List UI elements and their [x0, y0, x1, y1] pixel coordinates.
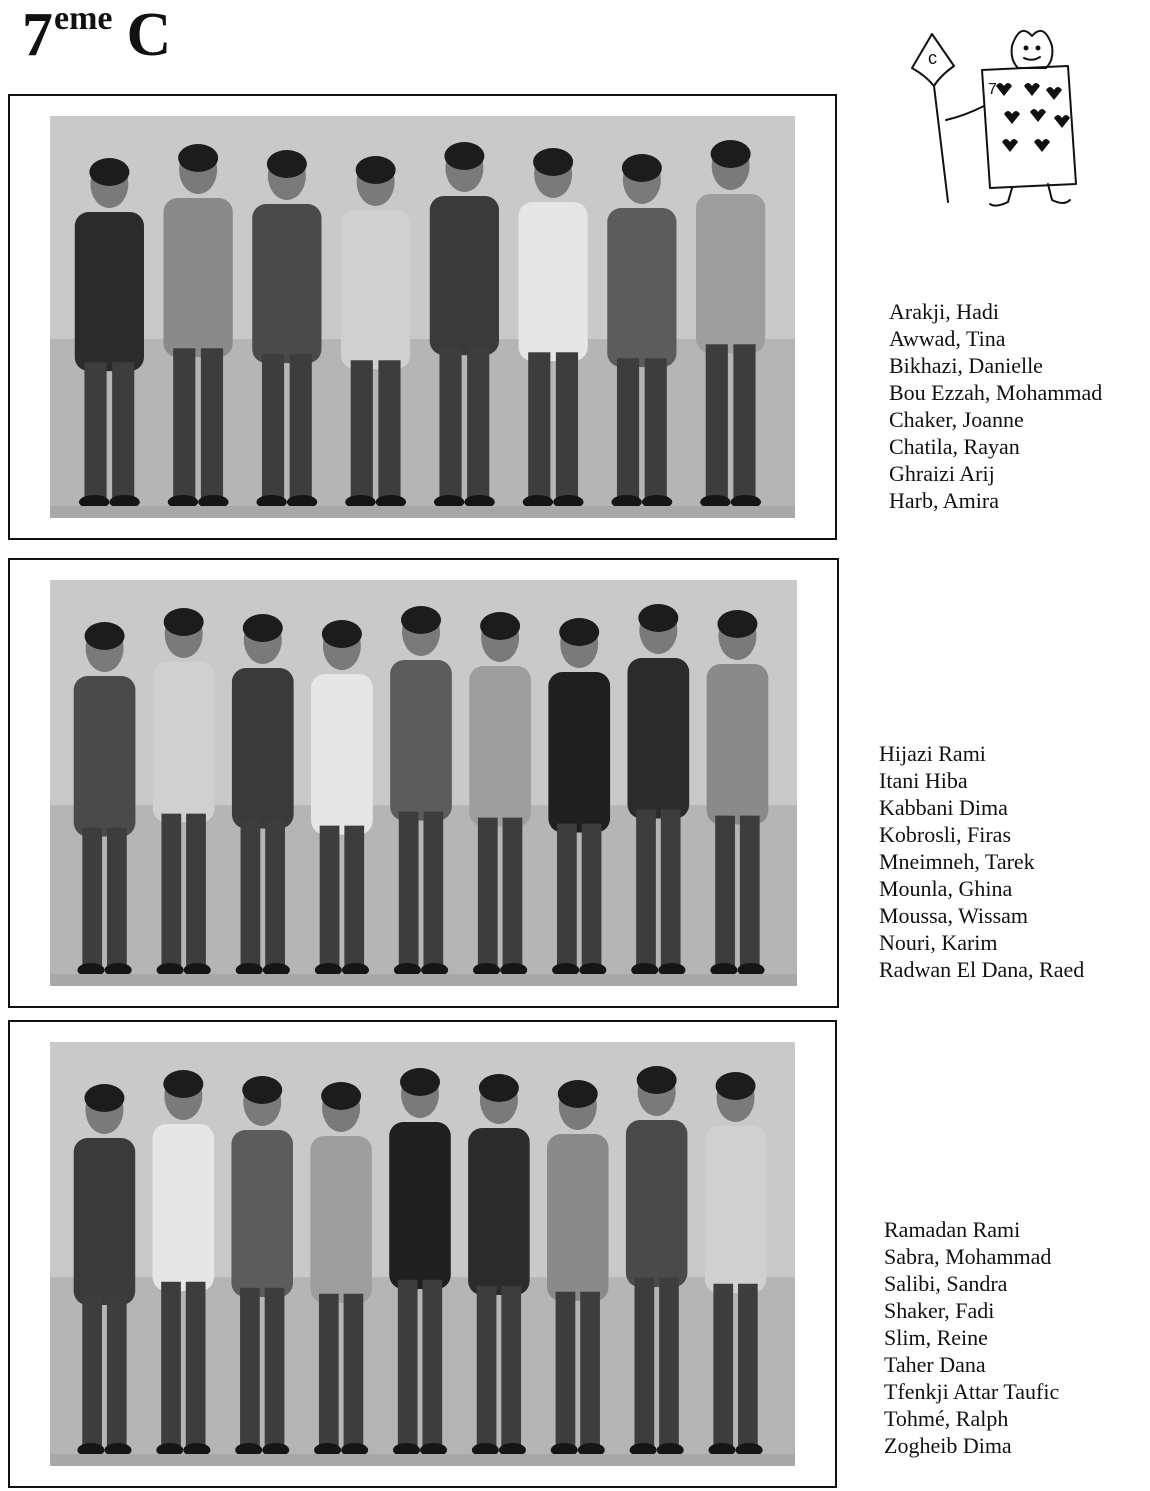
student-name: Arakji, Hadi: [889, 299, 999, 324]
student-name: Kobrosli, Firas: [879, 822, 1011, 847]
student-name: Chaker, Joanne: [889, 407, 1024, 432]
student-name: Harb, Amira: [889, 488, 999, 513]
student-name: Bikhazi, Danielle: [889, 353, 1043, 378]
student-name: Kabbani Dima: [879, 795, 1008, 820]
group-photo-3-image: [10, 1022, 835, 1486]
group-photo-1: [8, 94, 837, 540]
student-name: Mounla, Ghina: [879, 876, 1013, 901]
class-suffix: eme: [54, 0, 113, 37]
names-list-group-1: [889, 298, 1102, 514]
group-photo-2-image: [10, 560, 837, 1006]
student-name: Radwan El Dana, Raed: [879, 957, 1085, 982]
student-name: Ramadan Rami: [884, 1217, 1021, 1242]
student-name: Shaker, Fadi: [884, 1298, 995, 1323]
student-name: Taher Dana: [884, 1352, 986, 1377]
student-name: Nouri, Karim: [879, 930, 998, 955]
student-name: Chatila, Rayan: [889, 434, 1020, 459]
shield-letter: c: [928, 48, 937, 68]
class-letter: C: [126, 1, 172, 69]
student-name: Mneimneh, Tarek: [879, 849, 1035, 874]
student-name: Tohmé, Ralph: [884, 1406, 1009, 1431]
student-name: Slim, Reine: [884, 1325, 988, 1350]
student-name: Hijazi Rami: [879, 741, 986, 766]
card-rank: 7: [988, 81, 997, 98]
group-photo-2: [8, 558, 839, 1008]
class-title: [22, 0, 172, 69]
group-photo-3: [8, 1020, 837, 1488]
group-photo-1-image: [10, 96, 835, 538]
student-name: Sabra, Mohammad: [884, 1244, 1052, 1269]
playing-card-soldier-icon: [904, 16, 1104, 216]
student-name: Ghraizi Arij: [889, 461, 995, 486]
student-name: Moussa, Wissam: [879, 903, 1029, 928]
student-name: Bou Ezzah, Mohammad: [889, 380, 1103, 405]
student-name: Tfenkji Attar Taufic: [884, 1379, 1060, 1404]
student-name: Itani Hiba: [879, 768, 968, 793]
names-list-group-2: [879, 740, 1084, 983]
names-list-group-3: [884, 1216, 1059, 1459]
student-name: Salibi, Sandra: [884, 1271, 1008, 1296]
student-name: Zogheib Dima: [884, 1433, 1012, 1458]
student-name: Awwad, Tina: [889, 326, 1006, 351]
class-number: 7: [22, 1, 53, 69]
